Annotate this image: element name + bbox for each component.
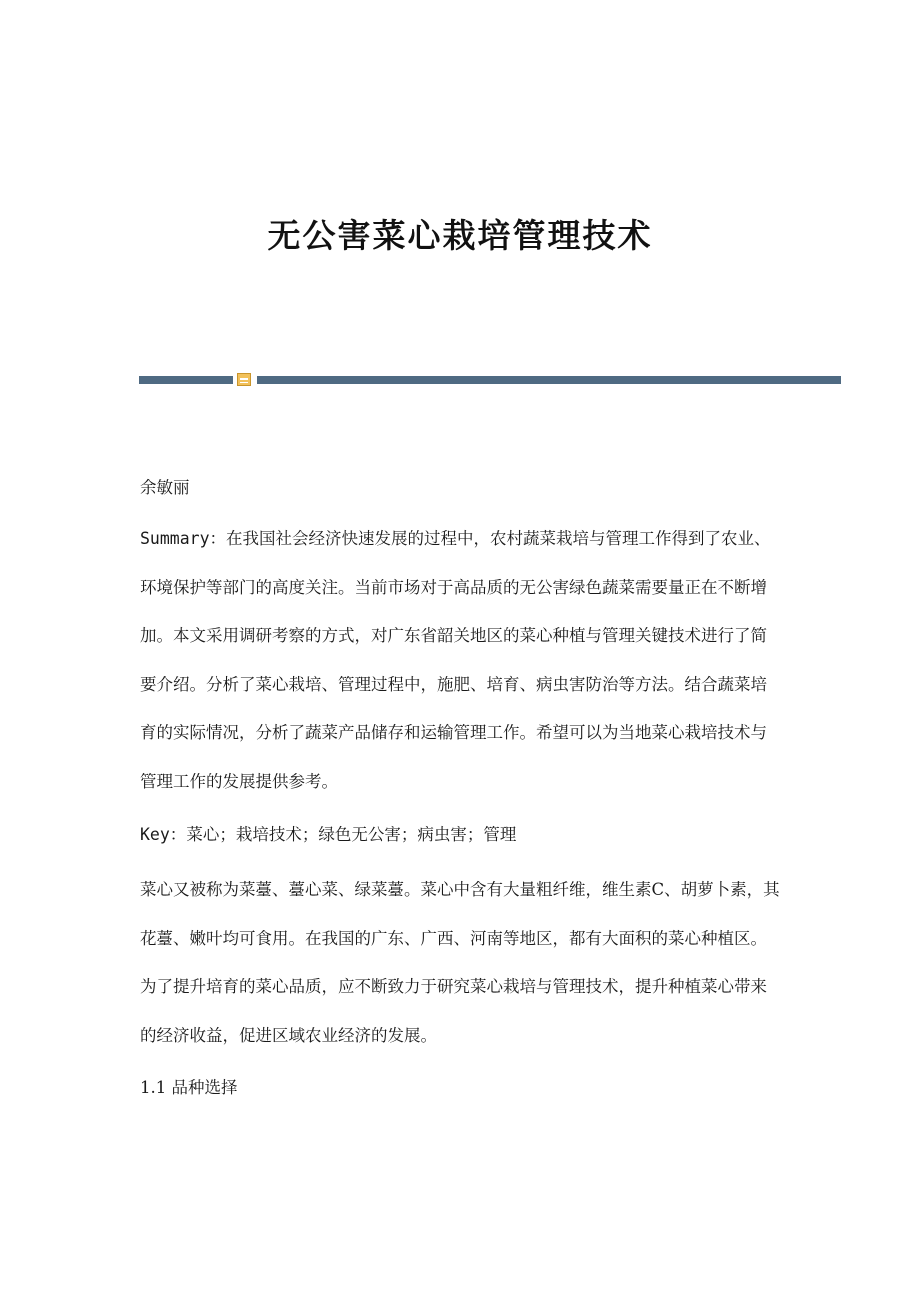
document-title: 无公害菜心栽培管理技术 — [267, 216, 653, 255]
keywords-text: 菜心；栽培技术；绿色无公害；病虫害；管理 — [186, 825, 517, 844]
author-name: 余敏丽 — [140, 478, 190, 497]
title-divider — [139, 373, 841, 387]
intro-paragraph: 菜心又被称为菜薹、薹心菜、绿菜薹。菜心中含有大量粗纤维，维生素C、胡萝卜素，其花薹、嫩叶均可食用。在我国的广东、广西、河南等地区，都有大面积的菜心种植区。为了提升培育的菜心品质，应不断致力于研究菜心栽培与管理技术，提升种植菜心带来的经济收益，促进区域农业经济的发展。 — [140, 880, 780, 1045]
keywords-label: Key： — [140, 825, 187, 844]
summary-text: 在我国社会经济快速发展的过程中，农村蔬菜栽培与管理工作得到了农业、环境保护等部门的高度关注。当前市场对于高品质的无公害绿色蔬菜需要量正在不断增加。本文采用调研考察的方式，对广东省韶关地区的菜心种植与管理关键技术进行了简要介绍。分析了菜心栽培、管理过程中，施肥、培育、病虫害防治等方法。结合蔬菜培育的实际情况，分析了蔬菜产品储存和运输管理工作。希望可以为当地菜心栽培技术与管理工作的发展提供参考。 — [140, 529, 771, 791]
summary-label: Summary： — [140, 529, 227, 548]
divider-bar-left — [139, 376, 233, 384]
section-heading: 1.1 品种选择 — [140, 1078, 238, 1097]
divider-emblem-icon — [237, 373, 251, 386]
keywords-paragraph — [140, 811, 780, 860]
divider-bar-right — [257, 376, 841, 384]
summary-paragraph — [140, 515, 780, 806]
